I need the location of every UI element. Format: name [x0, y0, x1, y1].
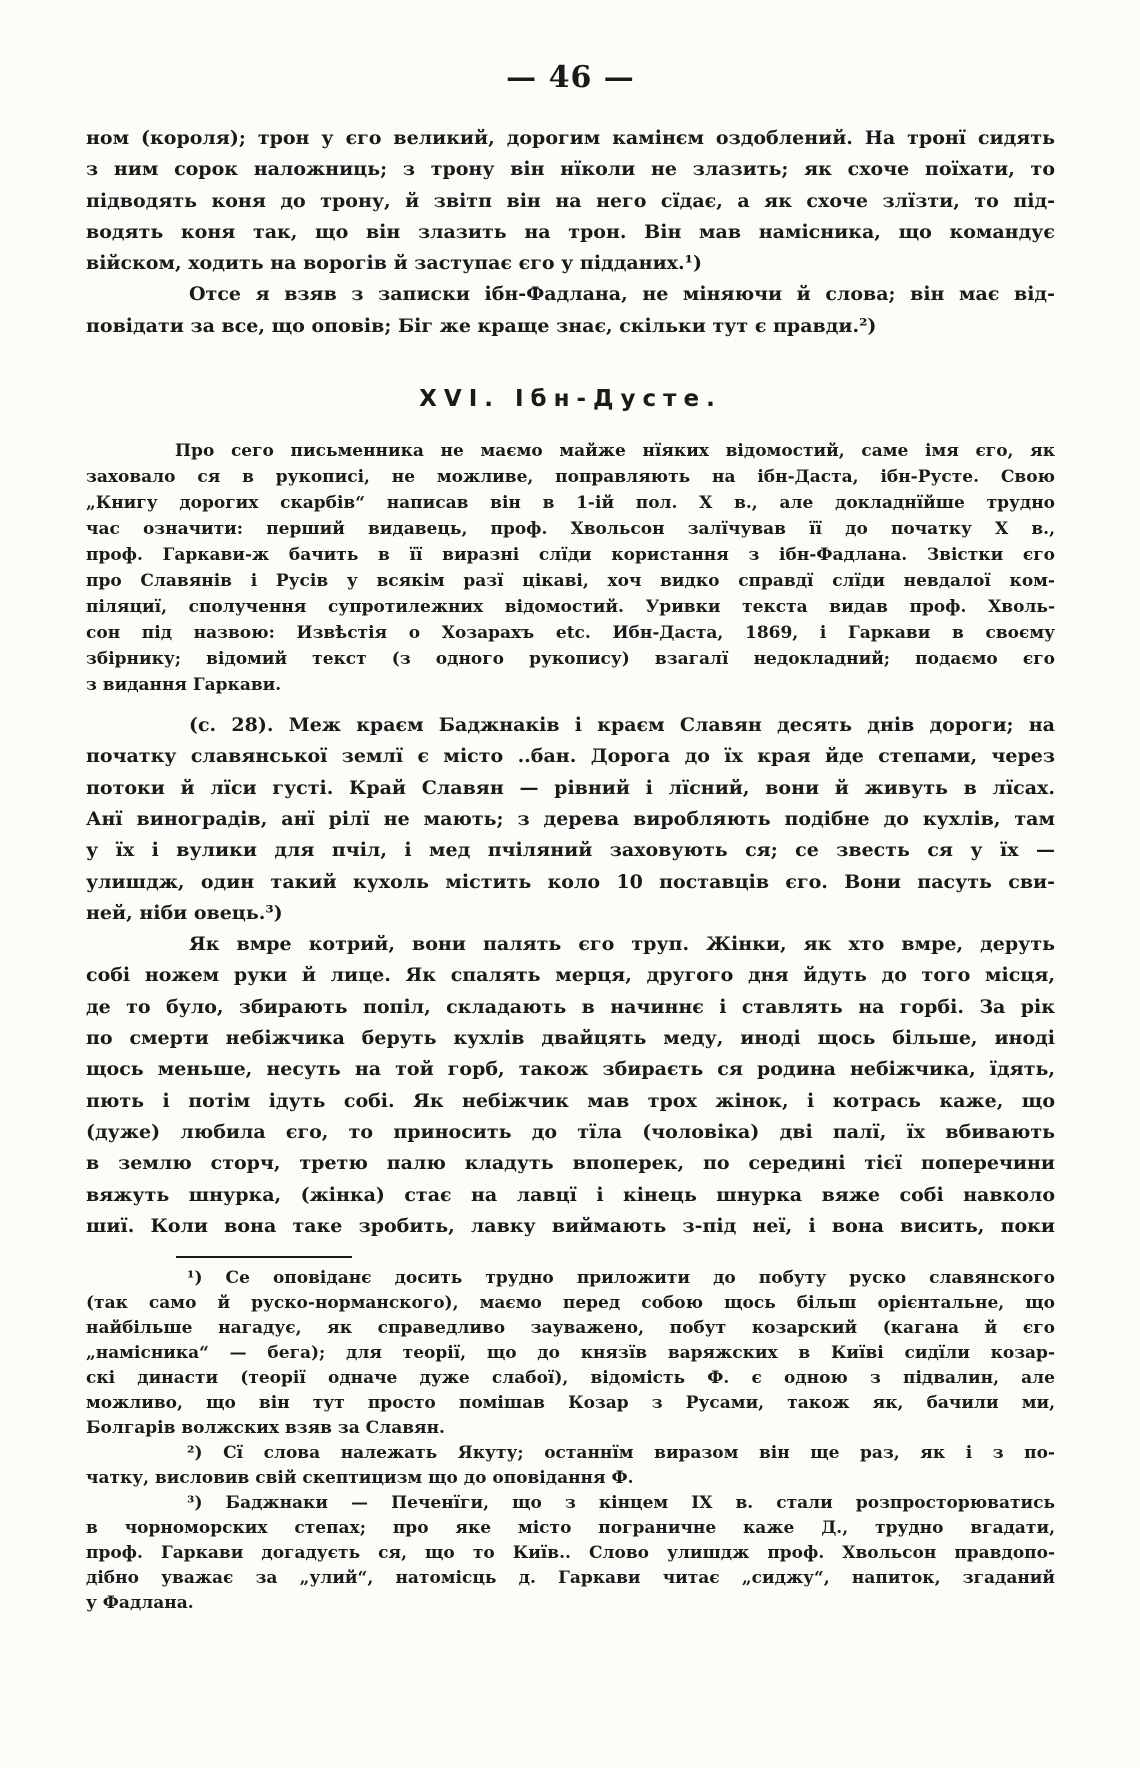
main-paragraph-2 [86, 929, 1055, 1242]
top-paragraph [86, 123, 1055, 279]
text-line: сон під назвою: Извѣстія о Хозарахъ etc. Ибн-Даста, 1869, і Гаркави в своєму [86, 623, 1055, 644]
text-line: шиї. Коли вона таке зробить, лавку виймають з-під неї, і вона висить, поки [86, 1214, 1055, 1237]
text-line: собі ножем руки й лице. Як спалять мерця, другого дня йдуть до того місця, [86, 964, 1055, 987]
text-line: (дуже) любила єго, то приносить до тїла (чоловіка) дві палї, їх вбивають [86, 1120, 1055, 1143]
text-line: проф. Гаркави-ж бачить в її виразні слїди користання з ібн-Фадлана. Звістки єго [86, 545, 1055, 566]
main-paragraph-1 [86, 710, 1055, 929]
text-line: час означити: перший видавець, проф. Хвольсон залїчував її до початку X в., [86, 519, 1055, 540]
footnote-line: найбільше нагадує, як справедливо зауважено, побут козарский (кагана й єго [86, 1318, 1055, 1339]
text-line: пють і потім ідуть собі. Як небіжчик мав трох жінок, і котрась каже, що [86, 1089, 1055, 1112]
text-line: Як вмре котрий, вони палять єго труп. Жінки, як хто вмре, деруть [189, 933, 1055, 956]
text-line: Отсе я взяв з записки ібн-Фадлана, не міняючи й слова; він має від- [189, 283, 1055, 306]
footnote-line: „намісника“ — бега); для теорії, що до князїв варяжских в Київі сидїли козар- [86, 1343, 1055, 1364]
footnote-line: ³) Баджнаки — Печенїги, що з кінцем IX в. стали розпросторюватись [187, 1493, 1055, 1514]
footnote-line: в чорноморских степах; про яке місто пограничне каже Д., трудно вгадати, [86, 1518, 1055, 1539]
footnote-divider [176, 1256, 352, 1258]
footnote-line: Болгарів волжских взяв за Славян. [86, 1418, 445, 1439]
footnote-line: (так само й руско-норманского), маємо перед собою щось більш орієнтальне, що [86, 1293, 1055, 1314]
spacer [86, 698, 1055, 710]
text-line: ном (короля); трон у єго великий, дорогим камінєм оздоблений. На тронї сидять [86, 127, 1055, 149]
footnote-line: ¹) Се оповіданє досить трудно приложити до побуту руско славянского [187, 1268, 1055, 1289]
footnote-line: чатку, висловив свій скептицизм що до оповідання Ф. [86, 1468, 634, 1489]
text-line: війском, ходить на ворогів й заступає єго у підданих.¹) [86, 252, 702, 275]
text-line: піляциї, сполучення супротилежних відомостий. Уривки текста видав проф. Хволь- [86, 597, 1055, 618]
text-line: щось меньше, несуть на той горб, також збираєть ся родина небіжчика, їдять, [86, 1058, 1055, 1081]
footnote-2 [86, 1441, 1055, 1491]
footnote-3 [86, 1491, 1055, 1616]
text-line: з ним сорок наложниць; з трону він нїколи не злазить; як схоче поїхати, то [86, 158, 1055, 181]
text-line: збірнику; відомий текст (з одного рукопису) взагалї недокладний; подаємо єго [86, 649, 1055, 670]
text-line: Анї виноградів, анї рілї не мають; з дерева виробляють подібне до кухлів, там [86, 807, 1055, 830]
text-line: повідати за все, що оповів; Біг же краще знає, скільки тут є правди.²) [86, 314, 877, 337]
text-line: у їх і вулики для пчіл, і мед пчіляний заховують ся; се звесть ся у їх — [86, 839, 1055, 862]
text-line: з видання Гаркави. [86, 675, 282, 696]
footnote-line: дібно уважає за „улий“, натомісць д. Гаркави читає „сиджу“, напиток, згаданий [86, 1568, 1055, 1589]
footnote-line: можливо, що він тут просто помішав Козар з Русами, також як, бачили ми, [86, 1393, 1055, 1414]
text-line: де то було, збирають попіл, складають в начиннє і ставлять на горбі. За рік [86, 995, 1055, 1018]
text-line: потоки й лїси густі. Край Славян — рівний і лїсний, вони й живуть в лїсах. [86, 776, 1055, 799]
footnote-line: у Фадлана. [86, 1593, 194, 1614]
text-line: „Книгу дорогих скарбів“ написав він в 1-ій пол. X в., але докладнїйше трудно [86, 493, 1055, 514]
text-line: вяжуть шнурка, (жінка) стає на лавцї і кінець шнурка вяже собі навколо [86, 1183, 1055, 1206]
top-paragraph-2 [86, 279, 1055, 342]
footnote-line: проф. Гаркави догадуєть ся, що то Київ.. Слово улишдж проф. Хвольсон правдопо- [86, 1543, 1055, 1564]
text-line: підводять коня до трону, й звітп він на него сїдає, а як схоче злїзти, то під- [86, 189, 1055, 212]
footnote-1 [86, 1266, 1055, 1441]
footnote-line: скі династи (теорії одначе дуже слабої), відомість Ф. є одною з підвалин, але [86, 1368, 1055, 1389]
text-line: в землю сторч, третю палю кладуть впоперек, по середині тієї поперечини [86, 1152, 1055, 1175]
text-line: (с. 28). Меж краєм Баджнаків і краєм Славян десять днів дороги; на [189, 714, 1055, 737]
text-line: Про сего письменника не маємо майже нїяких відомостий, саме імя єго, як [175, 441, 1055, 462]
text-line: заховало ся в рукописі, не можливе, поправляють на ібн-Даста, ібн-Русте. Свою [86, 467, 1055, 488]
text-line: початку славянської землї є місто ..бан. Дорога до їх края йде степами, через [86, 745, 1055, 768]
text-line: улишдж, один такий кухоль містить коло 10 поставців єго. Вони пасуть сви- [86, 870, 1055, 893]
text-line: водять коня так, що він злазить на трон. Він мав намісника, що командує [86, 220, 1055, 243]
intro-paragraph [86, 438, 1055, 698]
text-line: про Славянів і Русів у всякім разї цікаві, хоч видко справдї слїди невдалої ком- [86, 571, 1055, 592]
page-number: — 46 — [506, 60, 635, 95]
text-line: по смерти небіжчика беруть кухлів двайцять меду, иноді щось більше, иноді [86, 1027, 1055, 1050]
section-heading: XVI. Ібн-Дусте. [419, 386, 722, 413]
text-line: ней, ніби овець.³) [86, 901, 283, 924]
footnote-line: ²) Сї слова належать Якуту; останнїм виразом він ще раз, як і з по- [187, 1443, 1055, 1464]
